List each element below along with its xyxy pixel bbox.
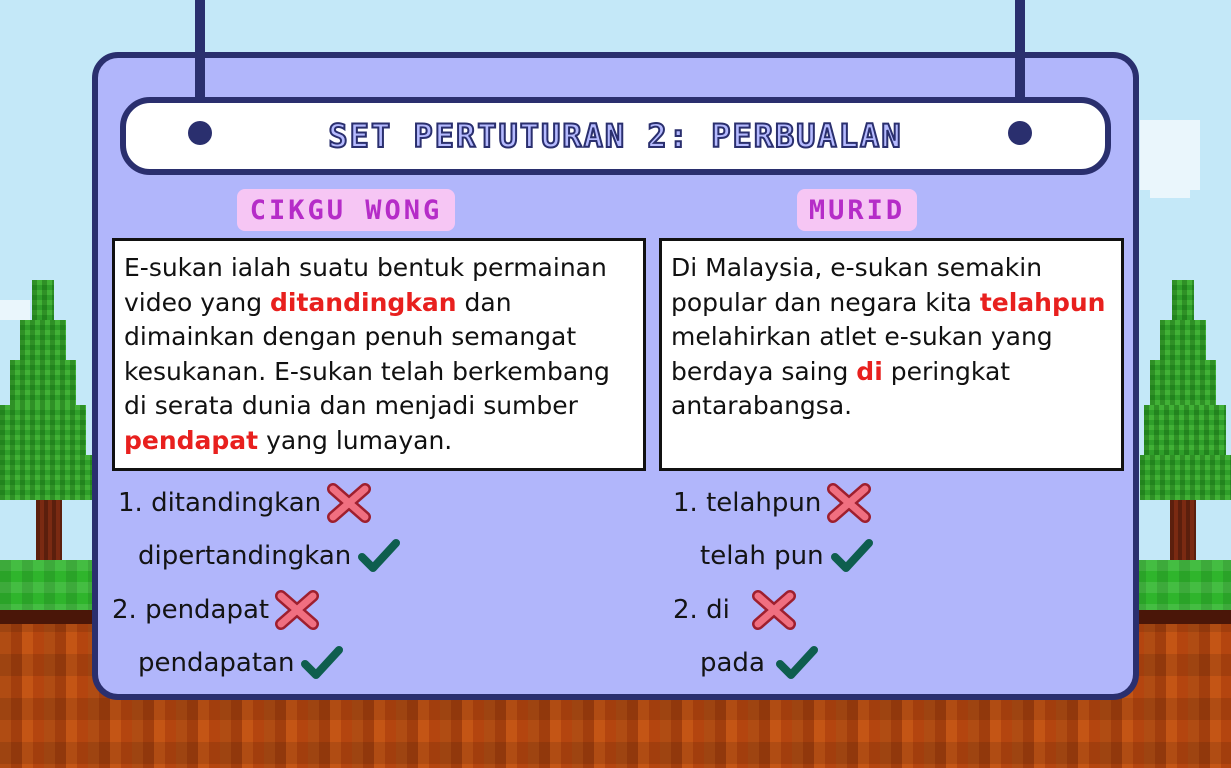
check-icon [357, 536, 401, 576]
correction-wrong-3 [673, 483, 871, 523]
right-word: telah pun [700, 541, 824, 571]
wrong-word: 2. di [673, 595, 730, 625]
teacher-text: dan dimainkan dengan penuh semangat kesukanan. E-sukan telah berkembang di serata dunia dan menjadi sumber [124, 287, 610, 420]
speaker-label-teacher: CIKGU WONG [237, 189, 455, 231]
check-icon [775, 643, 819, 683]
student-text: Di Malaysia, e-sukan semakin popular dan negara kita [671, 253, 1043, 317]
right-word: pendapatan [138, 648, 295, 678]
teacher-text: yang lumayan. [258, 425, 453, 455]
check-icon [830, 536, 874, 576]
correction-right-4 [700, 643, 819, 683]
teacher-speech-box [112, 238, 646, 471]
title-banner [120, 97, 1111, 175]
wrong-word: 2. pendapat [112, 595, 270, 625]
student-text: peringkat antarabangsa. [671, 356, 1011, 420]
cloud [1150, 170, 1190, 198]
cross-icon [327, 483, 371, 523]
student-text: melahirkan atlet e-sukan yang berdaya saing [671, 322, 1053, 386]
teacher-error-1: ditandingkan [270, 287, 457, 317]
wrong-word: 1. telahpun [673, 488, 822, 518]
correction-wrong-1 [118, 483, 371, 523]
cross-icon [752, 590, 796, 630]
student-speech-box [659, 238, 1124, 471]
right-word: dipertandingkan [138, 541, 352, 571]
cross-icon [275, 590, 319, 630]
speaker-label-student: MURID [797, 189, 917, 231]
check-icon [300, 643, 344, 683]
teacher-error-2: pendapat [124, 425, 259, 455]
page-title: SET PERTUTURAN 2: PERBUALAN [328, 117, 903, 155]
grass-edge [0, 610, 100, 624]
student-error-2: di [856, 356, 883, 386]
correction-right-3 [700, 536, 874, 576]
pine-tree-left [0, 280, 100, 570]
student-error-1: telahpun [979, 287, 1106, 317]
teacher-text: E-sukan ialah suatu bentuk permainan video yang [124, 253, 607, 317]
correction-right-2 [138, 643, 344, 683]
string-knob-left [188, 121, 212, 145]
right-word: pada [700, 648, 765, 678]
cross-icon [827, 483, 871, 523]
pine-tree-right [1140, 280, 1231, 570]
grass-edge [1135, 610, 1231, 624]
wrong-word: 1. ditandingkan [118, 488, 322, 518]
correction-wrong-2 [112, 590, 319, 630]
correction-right-1 [138, 536, 401, 576]
string-knob-right [1008, 121, 1032, 145]
correction-wrong-4 [673, 590, 796, 630]
